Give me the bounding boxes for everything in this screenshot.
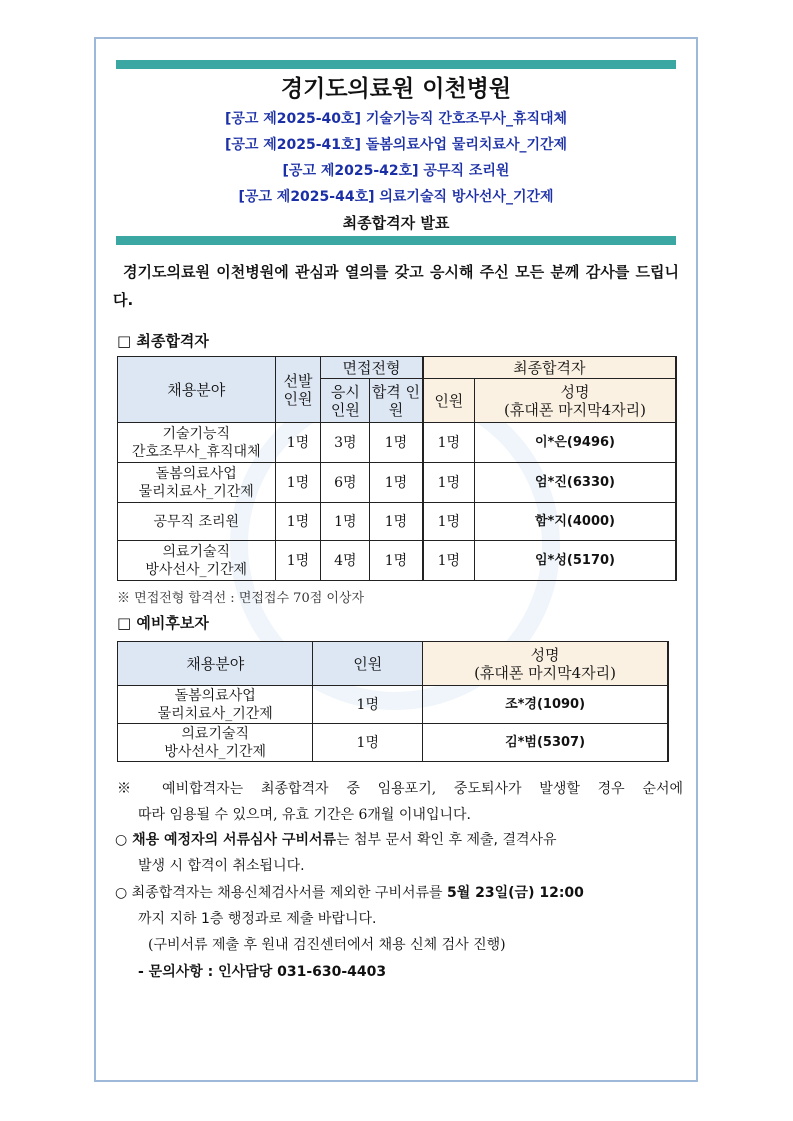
final-name-cell: 이*은(9496) [474,423,676,463]
final-name-cell: 엄*진(6330) [474,463,676,503]
final-count-cell: 1명 [423,503,475,541]
header-name-line2: (휴대폰 마지막4자리) [504,400,646,419]
header-final-group: 최종합격자 [423,357,676,379]
notice-line-2: [공고 제2025-41호] 돌봄의료사업 물리치료사_기간제 [224,137,568,153]
field-line1: 돌봄의료사업 [155,465,237,482]
documents-bold: ○ 채용 예정자의 서류심사 구비서류 [115,832,337,848]
header-selection-count: 선발 인원 [275,357,321,423]
passed-cell: 1명 [370,503,423,541]
table-row [118,503,677,541]
header-name [474,379,676,423]
documents-paragraph [115,827,681,853]
final-section-heading: □ 최종합격자 [117,332,209,350]
interview-cutline-note: ※ 면접전형 합격선 : 면접접수 70점 이상자 [117,591,365,606]
field-cell [118,463,276,503]
header-bottom-bar [116,236,676,245]
reserve-header-field: 채용분야 [118,642,313,686]
documents-line2: 발생 시 합격이 취소됩니다. [138,858,305,874]
submit-line3: (구비서류 제출 후 원내 검진센터에서 채용 신체 검사 진행) [148,937,506,953]
reserve-field-cell [118,686,313,724]
reserve-note-line2: 따라 임용될 수 있으며, 유효 기간은 6개월 이내입니다. [138,807,471,823]
table-row [118,541,677,581]
header-name-line1: 성명 [560,382,590,401]
applied-cell: 4명 [321,541,370,581]
final-count-cell: 1명 [423,463,475,503]
header-top-bar [116,60,676,69]
selection-cell: 1명 [275,541,321,581]
header-passed: 합격 인원 [370,379,423,423]
final-result-table [117,356,677,581]
page-title: 경기도의료원 이천병원 [280,76,512,102]
contact-info: - 문의사항 : 인사담당 031-630-4403 [138,964,387,980]
submit-paragraph [115,880,681,906]
reserve-header-name-line1: 성명 [530,645,560,664]
selection-cell: 1명 [275,503,321,541]
field-line2: 물리치료사_기간제 [157,705,273,722]
selection-cell: 1명 [275,423,321,463]
table-row [118,463,677,503]
reserve-field-cell [118,724,313,762]
header-field: 채용분야 [118,357,276,423]
notice-line-1: [공고 제2025-40호] 기술기능직 간호조무사_휴직대체 [224,111,568,127]
field-cell: 공무직 조리원 [118,503,276,541]
field-line2: 방사선사_기간제 [145,561,248,578]
reserve-table [117,641,669,762]
selection-cell: 1명 [275,463,321,503]
applied-cell: 3명 [321,423,370,463]
table-row [118,686,669,724]
reserve-count-cell: 1명 [313,686,423,724]
header-applied: 응시 인원 [321,379,370,423]
field-cell [118,423,276,463]
field-line1: 기술기능직 [162,425,231,442]
header-final-count: 인원 [423,379,475,423]
reserve-name-cell: 김*범(5307) [423,724,668,762]
reserve-count-cell: 1명 [313,724,423,762]
reserve-note-line1: ※ 예비합격자는 최종합격자 중 임용포기, 중도퇴사가 발생할 경우 순서에 [117,781,683,797]
reserve-header-name [423,642,668,686]
table-row [118,724,669,762]
final-count-cell: 1명 [423,423,475,463]
passed-cell: 1명 [370,541,423,581]
documents-rest: 는 첨부 문서 확인 후 제출, 결격사유 [336,832,557,848]
applied-cell: 1명 [321,503,370,541]
passed-cell: 1명 [370,423,423,463]
table-row [118,423,677,463]
field-line2: 간호조무사_휴직대체 [131,443,261,460]
field-line1: 돌봄의료사업 [174,687,256,704]
passed-cell: 1명 [370,463,423,503]
intro-text: 경기도의료원 이천병원에 관심과 열의를 갖고 응시해 주신 모든 분께 감사를 드립니다. [113,263,679,309]
field-line2: 물리치료사_기간제 [138,483,254,500]
applied-cell: 6명 [321,463,370,503]
submit-deadline: 5월 23일(금) 12:00 [447,885,584,901]
reserve-section-heading: □ 예비후보자 [117,614,209,632]
final-name-cell: 임*성(5170) [474,541,676,581]
submit-line2: 까지 지하 1층 행정과로 제출 바랍니다. [138,911,377,927]
field-line1: 의료기술직 [181,725,250,742]
reserve-header-name-line2: (휴대폰 마지막4자리) [474,663,617,682]
reserve-name-cell: 조*경(1090) [423,686,668,724]
field-cell [118,541,276,581]
header-interview: 면접전형 [321,357,423,379]
field-line2: 방사선사_기간제 [164,743,267,760]
field-line1: 의료기술직 [162,543,231,560]
final-count-cell: 1명 [423,541,475,581]
notice-line-3: [공고 제2025-42호] 공무직 조리원 [282,163,510,179]
page-subtitle: 최종합격자 발표 [342,214,450,232]
submit-pre: ○ 최종합격자는 채용신체검사서를 제외한 구비서류를 [115,885,447,901]
reserve-header-count: 인원 [313,642,423,686]
final-name-cell: 함*지(4000) [474,503,676,541]
notice-line-4: [공고 제2025-44호] 의료기술직 방사선사_기간제 [238,189,554,205]
